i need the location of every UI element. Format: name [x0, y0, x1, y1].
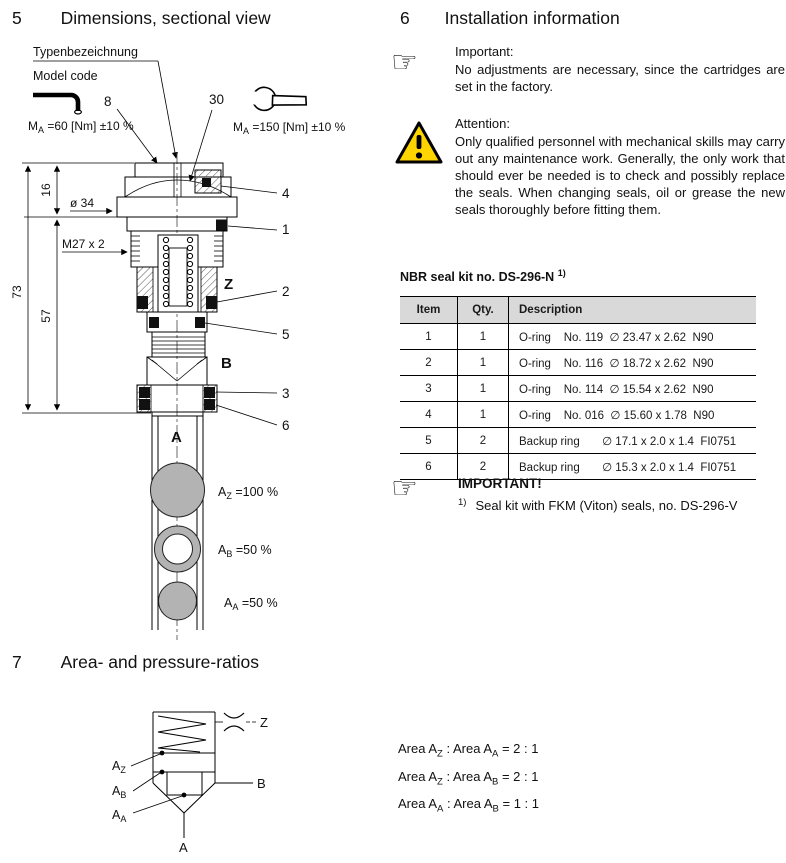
cell-qty: 1: [458, 350, 509, 376]
important2-title: IMPORTANT!: [458, 476, 542, 491]
area-label-ab: $A_B =50$ %: [218, 543, 272, 559]
cell-qty: 1: [458, 402, 509, 428]
backup-ring-5: [195, 317, 205, 328]
backup-ring-6: [139, 399, 150, 410]
pointing-hand-icon: ☞: [391, 472, 418, 505]
seal-kit-title: NBR seal kit no. DS-296-N $^{1)}$: [400, 268, 566, 285]
cell-item: 2: [400, 350, 458, 376]
section-5-heading: [12, 8, 271, 29]
area-label-az: $A_Z =100$ %: [218, 485, 279, 501]
table-row: [400, 376, 756, 402]
section-5-title: Dimensions, sectional view: [60, 8, 271, 28]
wrench-size-callout: 30: [209, 92, 225, 107]
attention-note-body: Only qualified personnel with mechanical skills may carry out any maintenance work. Generally, the only work that should ever be needed is to check and possibly replace the seals. When changing seals, oil or grease the new seals thoroughly before fitting them.: [455, 134, 785, 217]
spring-symbol: [158, 716, 206, 752]
important-note-title: Important:: [455, 44, 514, 59]
cell-item: 1: [400, 324, 458, 350]
col-header-qty: Qty.: [458, 297, 509, 324]
dim-57: 57: [39, 309, 53, 323]
cell-qty: 1: [458, 376, 509, 402]
seal-kit-table: [400, 296, 756, 480]
footnote-marker: 1): [458, 497, 467, 508]
wrench-torque-label: $M_A =150$ [Nm] ±10 %: [233, 120, 346, 136]
pointing-hand-icon: ☞: [391, 46, 418, 79]
ratio-line: Area $A_A$ : Area $A_B = 1$ : 1: [398, 796, 539, 815]
section-7-title: Area- and pressure-ratios: [60, 652, 260, 672]
callout-4: 4: [282, 186, 290, 201]
cell-item: 3: [400, 376, 458, 402]
table-row: [400, 324, 756, 350]
callout-1: 1: [282, 222, 290, 237]
callout-2: 2: [282, 284, 290, 299]
table-row: [400, 402, 756, 428]
allen-size-callout: 8: [104, 94, 112, 109]
oring-3: [139, 387, 150, 398]
port-b-label: B: [221, 355, 232, 372]
area-ratio-list: [398, 738, 539, 821]
cell-description: O-ring No. 119 ∅ 23.47 x 2.62 N90: [509, 324, 757, 350]
oring-4: [202, 178, 211, 187]
cell-description: O-ring No. 016 ∅ 15.60 x 1.78 N90: [509, 402, 757, 428]
cell-qty: 1: [458, 324, 509, 350]
section-6-number: 6: [400, 8, 410, 28]
important-note-body: No adjustments are necessary, since the cartridges are set in the factory.: [455, 62, 785, 94]
cell-description: Backup ring ∅ 15.3 x 2.0 x 1.4 FI0751: [509, 454, 757, 480]
col-header-item: Item: [400, 297, 458, 324]
ratio-line: Area $A_Z$ : Area $A_B = 2$ : 1: [398, 768, 539, 788]
section-7-heading: [12, 652, 259, 673]
oring-1: [216, 220, 227, 231]
area-circle-az: [151, 463, 205, 517]
footnote-text: Seal kit with FKM (Viton) seals, no. DS-296-V: [475, 498, 738, 514]
ratio-line: Area $A_Z$ : Area $A_A = 2$ : 1: [398, 741, 539, 760]
port-z-label: Z: [224, 276, 234, 293]
section-6-title: Installation information: [444, 8, 620, 28]
schematic-port-a: A: [179, 840, 188, 855]
cell-description: O-ring No. 116 ∅ 18.72 x 2.62 N90: [509, 350, 757, 376]
backup-ring-5: [149, 317, 159, 328]
port-a-label: A: [171, 429, 182, 446]
section-7-number: 7: [12, 652, 22, 672]
dim-thread-m27: M27 x 2: [62, 237, 105, 251]
cell-item: 4: [400, 402, 458, 428]
cell-qty: 2: [458, 428, 509, 454]
orifice-symbol: [224, 713, 244, 731]
schematic-port-b: B: [257, 776, 266, 791]
oring-2: [206, 296, 217, 309]
oring-2: [137, 296, 148, 309]
dim-diameter-34: ø 34: [70, 196, 95, 210]
model-code-label-de: Typenbezeichnung: [33, 45, 138, 59]
backup-ring-6: [204, 399, 215, 410]
allen-key-icon: [33, 95, 81, 114]
callout-3: 3: [282, 386, 290, 401]
section-5-number: 5: [12, 8, 22, 28]
table-row: [400, 454, 756, 480]
valve-symbol-schematic: [90, 695, 310, 863]
attention-note-title: Attention:: [455, 116, 510, 131]
schematic-area-az: $A_Z$: [112, 759, 126, 775]
callout-6: 6: [282, 418, 290, 433]
dim-16: 16: [39, 183, 53, 197]
dim-73: 73: [10, 285, 24, 299]
cell-item: 6: [425, 460, 432, 473]
schematic-area-ab: $A_B$: [112, 784, 127, 800]
wrench-icon: [242, 85, 308, 117]
sectional-view-drawing: [0, 40, 396, 652]
seal-kit-title-footnote-marker: 1): [557, 268, 566, 278]
allen-torque-label: $M_A =60$ [Nm] ±10 %: [28, 119, 134, 135]
oring-3: [204, 387, 215, 398]
col-header-description: Description: [509, 297, 757, 324]
cell-qty: 2: [458, 454, 509, 480]
area-label-aa: $A_A =50$ %: [224, 596, 278, 612]
table-header-row: [400, 297, 756, 324]
table-row: [400, 350, 756, 376]
seal-kit-footnote: [458, 497, 737, 513]
cell-description: Backup ring ∅ 17.1 x 2.0 x 1.4 FI0751: [509, 428, 757, 454]
schematic-area-aa: $A_A$: [112, 808, 127, 824]
callout-5: 5: [282, 327, 290, 342]
area-circle-aa: [159, 582, 197, 620]
cell-item: 5: [400, 428, 458, 454]
model-code-label-en: Model code: [33, 69, 98, 83]
section-6-heading: [400, 8, 620, 29]
cell-description: O-ring No. 114 ∅ 15.54 x 2.62 N90: [509, 376, 757, 402]
schematic-port-z: Z: [260, 715, 268, 730]
area-circle-ab-inner: [163, 534, 193, 564]
table-row: [400, 428, 756, 454]
warning-triangle-icon: [394, 120, 444, 166]
